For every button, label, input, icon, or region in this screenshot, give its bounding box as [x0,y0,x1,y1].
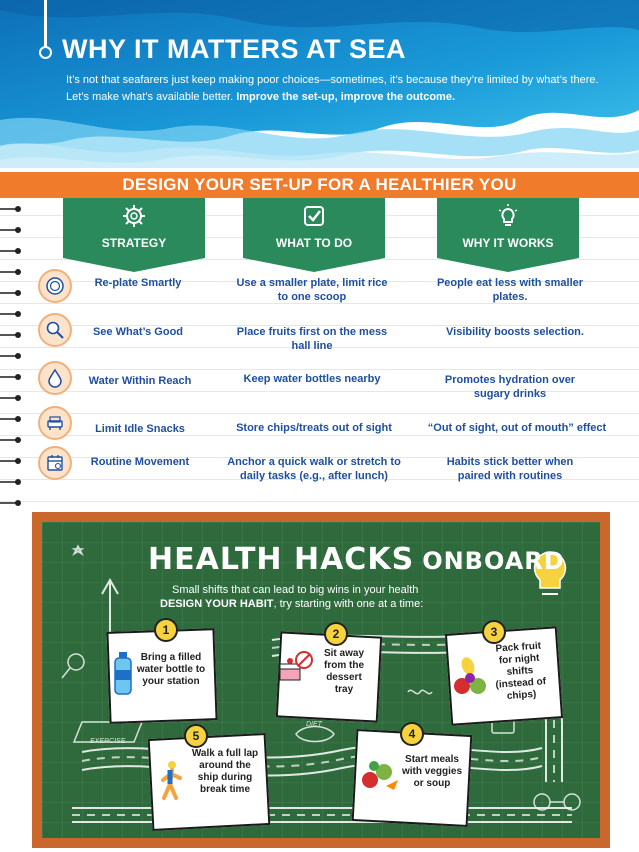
water-bottle-icon [112,652,134,701]
spiral-ring [0,206,22,212]
spiral-ring [0,311,22,317]
step-number-badge: 2 [324,622,348,646]
fruit-icon [454,656,488,701]
row-what: Place fruits first on the mess hall line [236,326,388,352]
spiral-ring [0,500,22,506]
column-header-tip [63,258,205,272]
column-header-why [437,198,579,258]
board-cta-bold: DESIGN YOUR HABIT [160,598,274,610]
water-drop-icon [38,361,72,395]
step-number-badge: 4 [400,722,424,746]
no-dessert-icon [278,650,314,691]
board-title-main: HEALTH HACKS [148,542,415,577]
step-number-badge: 5 [184,724,208,748]
spiral-ring [0,353,22,359]
row-strategy: See What’s Good [92,326,184,338]
exercise-doodle-label: EXERCISE [90,738,126,745]
column-header-tip [437,258,579,272]
column-header-strategy [63,198,205,258]
magnifier-icon [38,313,72,347]
title-pin-line [44,0,47,48]
hero-subtitle [66,72,611,106]
plate-icon [38,269,72,303]
column-header-label: WHY IT WORKS [462,236,554,250]
column-header-tip [243,258,385,272]
hero-section [0,0,639,168]
row-strategy: Limit Idle Snacks [95,423,185,435]
title-pin-dot [39,46,52,59]
habit-card-text: Sit away from the dessert tray [323,648,365,695]
row-strategy: Water Within Reach [88,375,192,387]
step-number-badge: 1 [154,618,178,642]
sofa-icon [38,406,72,440]
habit-card-text: Start meals with veggies or soup [402,754,463,789]
row-why: Habits stick better when paired with routines [446,456,574,482]
row-why: “Out of sight, out of mouth” effect [427,422,607,434]
row-why: Visibility boosts selection. [446,326,584,338]
checkbox-icon [243,204,385,233]
spiral-ring [0,416,22,422]
spiral-ring [0,290,22,296]
spiral-ring [0,374,22,380]
row-what: Store chips/treats out of sight [236,422,392,434]
board-title [148,542,565,577]
habit-card-text: Walk a full lap around the ship during break time [191,748,259,795]
spiral-ring [0,227,22,233]
chalkboard-surface [42,522,600,838]
row-why: Promotes hydration over sugary drinks [444,374,576,400]
column-header-label: STRATEGY [101,236,167,250]
row-what: Use a smaller plate, limit rice to one scoop [236,277,388,303]
walking-person-icon [158,760,186,807]
vegetables-icon [360,758,400,797]
column-header-label: WHAT TO DO [275,236,353,250]
habit-card-text: Bring a filled water bottle to your station [136,652,206,687]
column-header-what [243,198,385,258]
setup-table-section [0,172,639,502]
spiral-ring [0,248,22,254]
row-strategy: Routine Movement [90,456,190,468]
board-title-accent: ONBOARD [422,547,565,575]
spiral-ring [0,395,22,401]
diet-doodle-label: DIET [306,721,322,728]
calendar-icon [38,446,72,480]
spiral-ring [0,332,22,338]
spiral-ring [0,458,22,464]
lightbulb-icon [437,204,579,233]
health-hacks-board [32,512,610,848]
row-why: People eat less with smaller plates. [436,277,584,303]
gear-bulb-icon [63,204,205,233]
spiral-ring [0,437,22,443]
board-subtitle: Small shifts that can lead to big wins in your health [172,584,419,596]
spiral-ring [0,269,22,275]
hero-subtitle-emphasis: Improve the set-up, improve the outcome. [236,91,456,103]
hero-subtitle-text: It’s not that seafarers just keep making poor choices—sometimes, it’s because they’re limited by what’s there. Let’s make what’s available better. [66,74,599,103]
habit-card-text: Pack fruit for night shifts (instead of chips) [495,640,547,702]
row-strategy: Re-plate Smartly [94,277,182,289]
spiral-ring [0,479,22,485]
board-cta-rest: , try starting with one at a time: [273,598,424,610]
step-number-badge: 3 [482,620,506,644]
row-what: Anchor a quick walk or stretch to daily tasks (e.g., after lunch) [227,456,401,482]
board-cta [160,598,423,610]
setup-banner: DESIGN YOUR SET-UP FOR A HEALTHIER YOU [0,172,639,198]
row-what: Keep water bottles nearby [243,373,381,385]
hero-title: WHY IT MATTERS AT SEA [62,34,406,64]
